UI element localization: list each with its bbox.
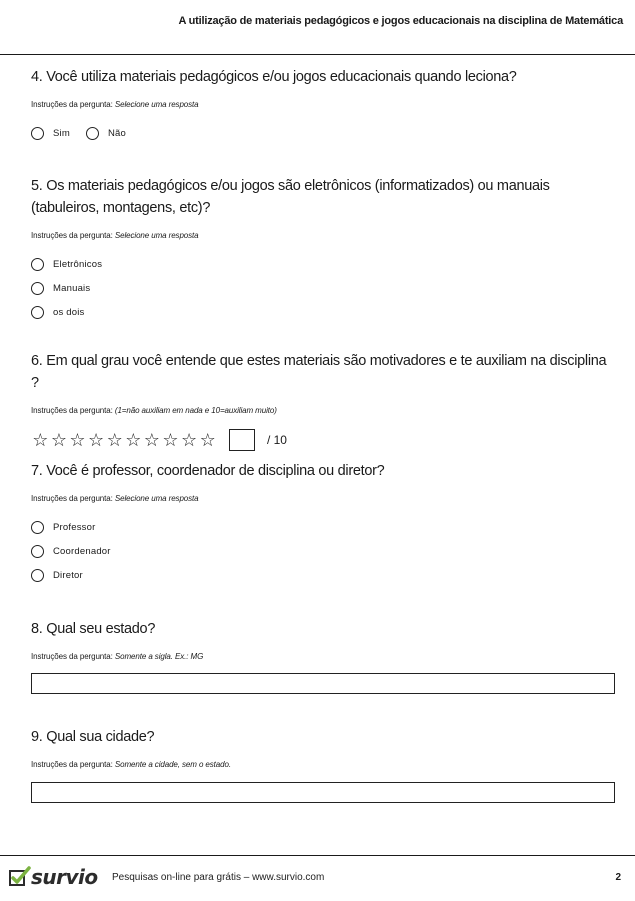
option-label: Não	[107, 127, 126, 139]
question-4-title: 4. Você utiliza materiais pedagógicos e/ou jogos educacionais quando leciona?	[31, 69, 517, 85]
question-9-instructions	[31, 760, 615, 769]
option-label: os dois	[53, 306, 85, 318]
question-5	[31, 175, 615, 324]
star-icon[interactable]: ☆	[125, 430, 142, 450]
question-8	[31, 618, 615, 661]
star-icon[interactable]: ☆	[88, 430, 105, 450]
instructions-label: Instruções da pergunta:	[31, 760, 113, 769]
star-icon[interactable]: ☆	[50, 430, 67, 450]
option-label: Professor	[53, 521, 96, 533]
instructions-text: Somente a sigla. Ex.: MG	[114, 652, 204, 661]
question-5-instructions	[31, 231, 615, 240]
checkmark-icon	[9, 866, 31, 888]
question-8-title: 8. Qual seu estado?	[31, 621, 156, 637]
option-professor[interactable]	[31, 515, 615, 539]
question-4	[31, 66, 615, 145]
footer-tagline: Pesquisas on-line para grátis – www.survio.com	[112, 872, 325, 883]
option-label: Manuais	[53, 282, 91, 294]
option-sim[interactable]	[31, 127, 70, 140]
radio-os-dois[interactable]	[31, 306, 44, 319]
question-5-title: 5. Os materiais pedagógicos e/ou jogos são eletrônicos (informatizados) ou manuais (tabuleiros, montagens, etc)?	[31, 178, 550, 216]
city-input[interactable]	[31, 782, 615, 803]
rating-value-box[interactable]	[229, 429, 255, 451]
question-7	[31, 460, 615, 587]
instructions-label: Instruções da pergunta:	[31, 100, 113, 109]
instructions-label: Instruções da pergunta:	[31, 406, 113, 415]
radio-diretor[interactable]	[31, 569, 44, 582]
question-8-instructions	[31, 652, 615, 661]
instructions-label: Instruções da pergunta:	[31, 231, 113, 240]
option-label: Eletrônicos	[53, 258, 103, 270]
document-title: A utilização de materiais pedagógicos e jogos educacionais na disciplina de Matemática	[178, 15, 623, 27]
radio-coordenador[interactable]	[31, 545, 44, 558]
instructions-text: Somente a cidade, sem o estado.	[114, 760, 231, 769]
radio-nao[interactable]	[86, 127, 99, 140]
option-label: Coordenador	[53, 545, 111, 557]
instructions-label: Instruções da pergunta:	[31, 652, 113, 661]
rating-max-label: / 10	[266, 433, 287, 447]
option-manuais[interactable]	[31, 276, 615, 300]
question-9	[31, 726, 615, 769]
star-icon[interactable]: ☆	[162, 430, 179, 450]
star-rating[interactable]	[31, 431, 217, 449]
question-7-title: 7. Você é professor, coordenador de disciplina ou diretor?	[31, 463, 385, 479]
question-6-title: 6. Em qual grau você entende que estes materiais são motivadores e te auxiliam na disciplina ?	[31, 353, 607, 391]
option-diretor[interactable]	[31, 563, 615, 587]
star-icon[interactable]: ☆	[32, 430, 49, 450]
instructions-text: Selecione uma resposta	[114, 100, 199, 109]
instructions-text: Selecione uma resposta	[114, 231, 199, 240]
radio-professor[interactable]	[31, 521, 44, 534]
question-6	[31, 350, 615, 451]
page-number: 2	[615, 872, 621, 883]
star-icon[interactable]: ☆	[180, 430, 198, 450]
question-9-title: 9. Qual sua cidade?	[31, 729, 155, 745]
radio-eletronicos[interactable]	[31, 258, 44, 271]
question-6-instructions	[31, 406, 615, 415]
star-icon[interactable]: ☆	[69, 430, 86, 450]
star-icon[interactable]: ☆	[106, 430, 123, 450]
option-label: Diretor	[53, 569, 83, 581]
header-divider	[0, 54, 635, 55]
footer-divider	[0, 855, 635, 856]
star-icon[interactable]: ☆	[199, 430, 216, 450]
option-nao[interactable]	[86, 127, 126, 140]
instructions-label: Instruções da pergunta:	[31, 494, 113, 503]
state-input[interactable]	[31, 673, 615, 694]
radio-manuais[interactable]	[31, 282, 44, 295]
star-icon[interactable]: ☆	[143, 430, 160, 450]
option-os-dois[interactable]	[31, 300, 615, 324]
radio-sim[interactable]	[31, 127, 44, 140]
question-7-instructions	[31, 494, 615, 503]
survio-logo	[9, 865, 98, 889]
instructions-text: (1=não auxiliam em nada e 10=auxiliam muito)	[114, 406, 277, 415]
option-eletronicos[interactable]	[31, 252, 615, 276]
option-coordenador[interactable]	[31, 539, 615, 563]
option-label: Sim	[53, 127, 70, 139]
logo-text: survio	[31, 865, 98, 889]
instructions-text: Selecione uma resposta	[114, 494, 199, 503]
question-4-instructions	[31, 100, 615, 109]
